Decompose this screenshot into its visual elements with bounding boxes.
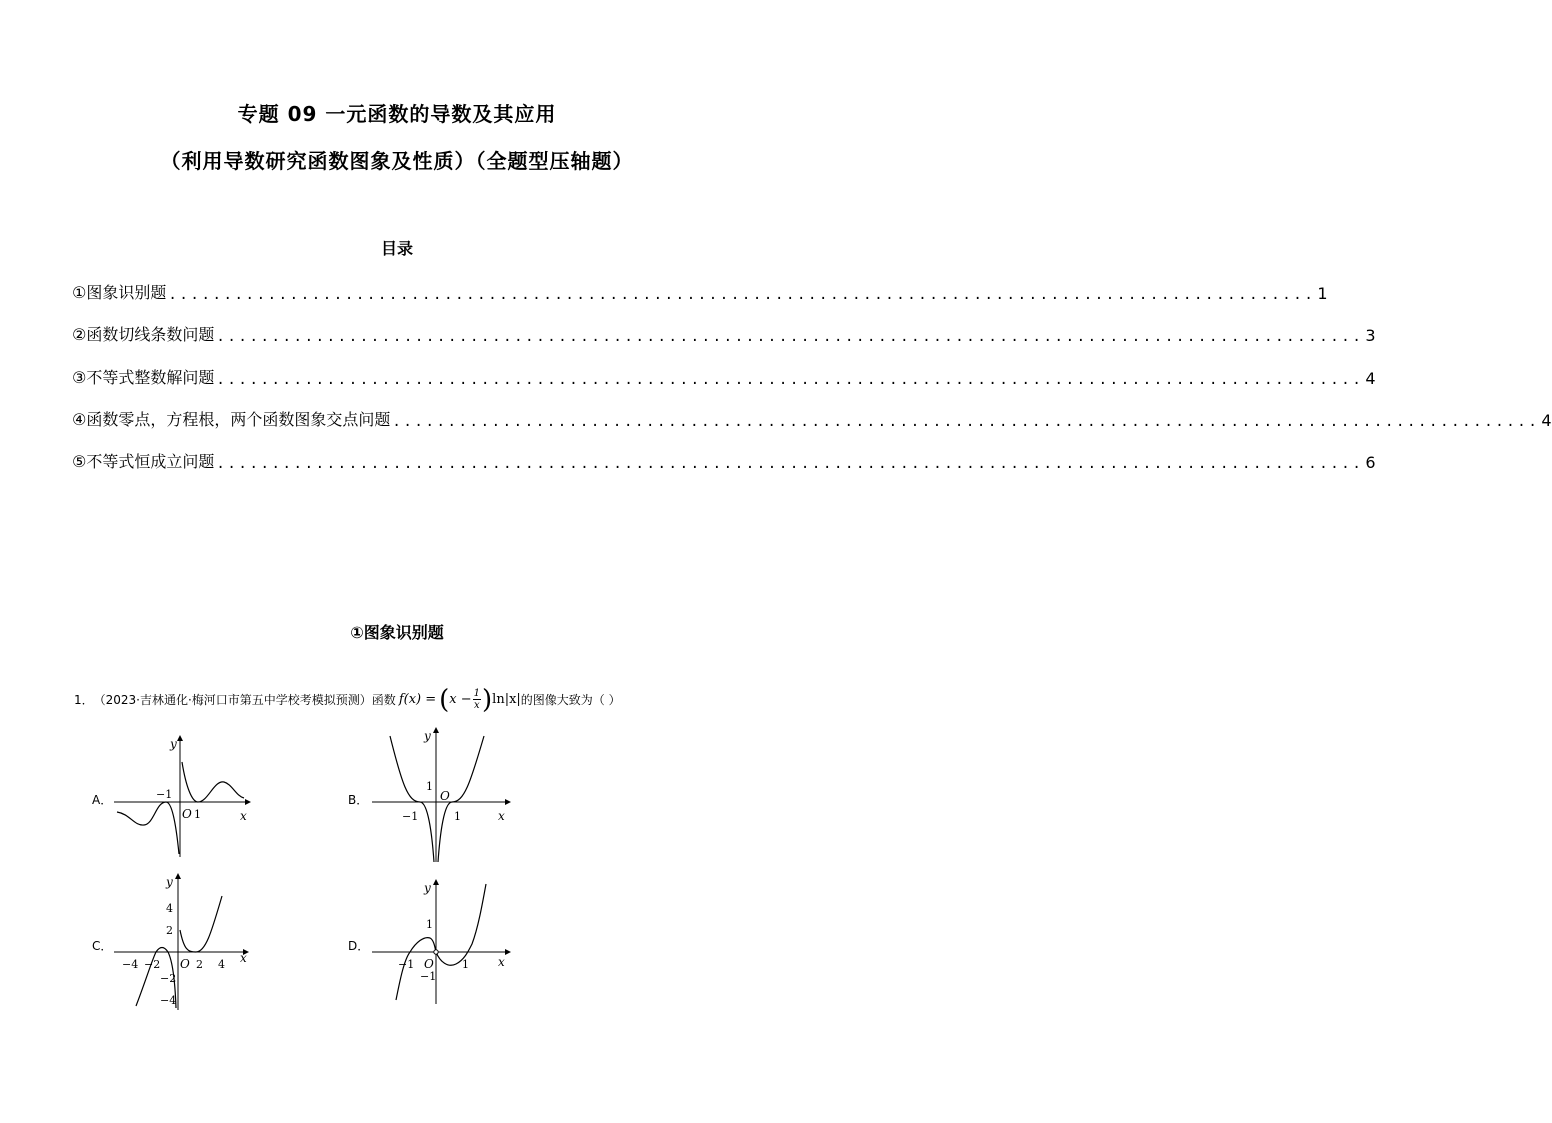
option-a-label[interactable]: A． [92, 793, 113, 807]
toc-item-4[interactable] [72, 406, 1552, 430]
tick-label: 1 [454, 810, 461, 823]
toc-item-2[interactable] [72, 321, 1376, 345]
toc-item-label: ①图象识别题 [72, 283, 167, 302]
toc-item-5[interactable] [72, 448, 1376, 472]
toc-leader-dots: ........................................................................................................ [168, 287, 1316, 303]
tick-label: 1 [426, 780, 433, 793]
expr-x: x − [449, 692, 472, 707]
tick-label: 4 [218, 958, 225, 971]
x-axis-label: x [498, 809, 505, 823]
func-lhs: f(x) = [398, 692, 437, 707]
tick-label: −1 [398, 958, 415, 971]
fraction-1-over-x [473, 688, 481, 711]
option-d-label[interactable]: D． [348, 939, 370, 953]
tick-label: −2 [160, 972, 177, 985]
tick-label: 1 [462, 958, 469, 971]
title-line-2: （利用导数研究函数图象及性质）（全题型压轴题） [160, 149, 634, 173]
option-c-graph[interactable] [112, 870, 252, 1012]
origin-hollow-point [434, 950, 438, 954]
expr-ln: ln|x| [492, 692, 521, 707]
tick-label: −1 [420, 970, 437, 983]
tick-label: 1 [194, 808, 201, 821]
origin-label: O [424, 957, 434, 971]
tick-label: −4 [122, 958, 139, 971]
curve [396, 884, 486, 1000]
option-b-graph[interactable] [368, 724, 513, 866]
toc-item-label: ⑤不等式恒成立问题 [72, 452, 215, 471]
toc-heading: 目录 [380, 239, 413, 258]
option-a-graph[interactable] [112, 732, 252, 862]
toc-item-page: 1 [1317, 284, 1328, 303]
frac-numerator: 1 [473, 688, 481, 699]
tick-label: −1 [156, 788, 173, 801]
y-axis-label: y [166, 875, 173, 889]
section-heading: ①图象识别题 [350, 623, 444, 642]
frac-denominator: x [474, 700, 480, 711]
question-source: （2023·吉林通化·梅河口市第五中学校考模拟预测）函数 [93, 693, 396, 707]
toc-leader-dots: ........................................................................................................ [216, 329, 1364, 345]
origin-label: O [180, 957, 190, 971]
option-c-label[interactable]: C． [92, 939, 113, 953]
question-1-stem [74, 684, 621, 715]
toc-leader-dots: ........................................................................................................ [392, 414, 1540, 430]
toc-item-page: 4 [1541, 411, 1552, 430]
option-d-graph[interactable] [368, 876, 513, 1006]
paren-close: ) [482, 684, 493, 715]
curve-left [117, 802, 179, 854]
tick-label: −1 [402, 810, 419, 823]
tick-label: 2 [196, 958, 203, 971]
toc-item-label: ④函数零点，方程根，两个函数图象交点问题 [72, 410, 391, 429]
x-axis-label: x [240, 809, 247, 823]
origin-label: O [182, 807, 192, 821]
curve-right [180, 896, 222, 952]
toc-item-page: 4 [1365, 369, 1376, 388]
curve-left [390, 736, 434, 862]
tick-label: 4 [166, 902, 173, 915]
origin-label: O [440, 789, 450, 803]
tick-label: 2 [166, 924, 173, 937]
x-axis-label: x [240, 951, 247, 965]
y-axis-label: y [424, 729, 431, 743]
toc-item-page: 6 [1365, 453, 1376, 472]
toc-item-3[interactable] [72, 364, 1376, 388]
x-axis-label: x [498, 955, 505, 969]
toc-item-label: ③不等式整数解问题 [72, 368, 215, 387]
option-b-label[interactable]: B． [348, 793, 369, 807]
title-line-1: 专题 09 一元函数的导数及其应用 [237, 102, 557, 126]
tick-label: 1 [426, 918, 433, 931]
y-axis-label: y [170, 737, 177, 751]
paren-open: ( [439, 684, 450, 715]
toc-item-page: 3 [1365, 326, 1376, 345]
toc-leader-dots: ........................................................................................................ [216, 456, 1364, 472]
y-axis-label: y [424, 881, 431, 895]
question-suffix: 的图像大致为（ ） [520, 693, 621, 707]
tick-label: −4 [160, 994, 177, 1007]
tick-label: −2 [144, 958, 161, 971]
curve-right [182, 762, 244, 802]
toc-item-1[interactable] [72, 279, 1328, 303]
toc-leader-dots: ........................................................................................................ [216, 372, 1364, 388]
question-number: 1． [74, 693, 94, 707]
toc-item-label: ②函数切线条数问题 [72, 325, 215, 344]
